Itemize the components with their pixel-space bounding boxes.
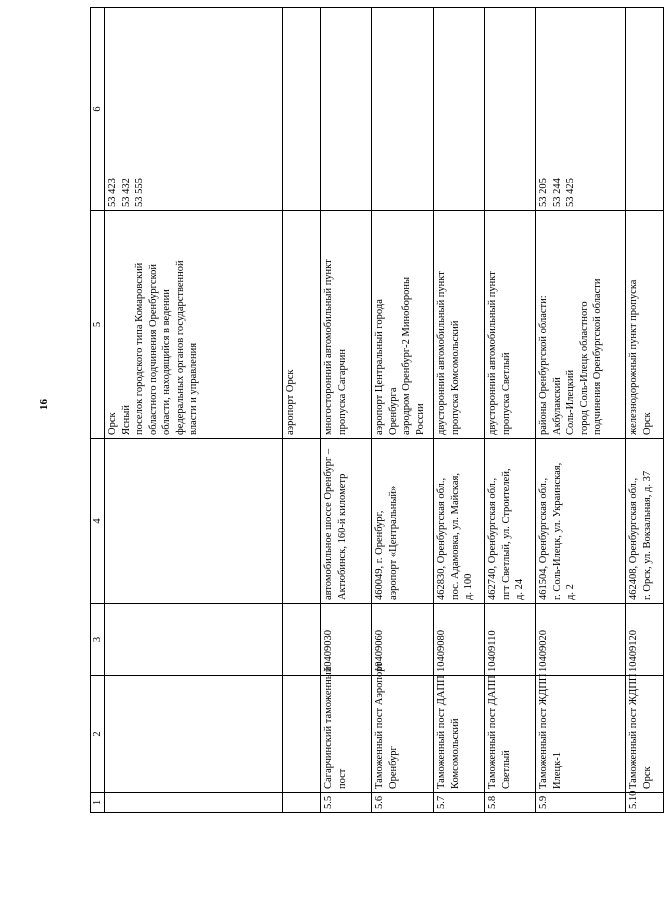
header-col-3: 3 (91, 604, 105, 676)
competence-area-cell-line: Акбулакский (551, 377, 563, 435)
header-col-4: 4 (91, 439, 105, 604)
post-name-cell-line: Комсомольский (449, 718, 461, 789)
competence-area-cell-line: федеральных органов государственной (174, 260, 186, 435)
address-cell-line: пгт Светлый, ул. Строителей, (500, 468, 512, 600)
row-number-cell (105, 793, 283, 813)
post-name-cell (321, 666, 372, 793)
competence-area-cell-line: многосторонний автомобильный пункт (323, 259, 335, 435)
post-code-cell: 10409080 (434, 604, 485, 676)
oktmo-code-cell (536, 8, 626, 211)
row-number-cell: 5.8 (485, 793, 536, 813)
competence-area-cell-line: Орск (641, 412, 653, 435)
header-row (91, 8, 105, 813)
competence-area-cell-line: Оренбурга (387, 387, 399, 435)
competence-area-cell-line: пропуска Комсомольский (449, 320, 461, 435)
competence-area-cell-line: пропуска Светлый (500, 352, 512, 435)
post-name-cell-line: Таможенный пост ДАПП (436, 675, 448, 789)
competence-area-cell-line: подчинения Оренбургской области (592, 278, 604, 435)
post-code-cell (105, 604, 283, 676)
address-cell-line: аэропорт «Центральный» (387, 485, 399, 600)
header-col-1: 1 (91, 793, 105, 813)
address-cell-line: Актюбинск, 160-й километр (336, 473, 348, 600)
oktmo-code-cell-line: 53 555 (134, 178, 146, 207)
oktmo-code-cell (434, 8, 485, 211)
address-cell (372, 439, 434, 604)
competence-area-cell-line: области, находящийся в ведении (161, 289, 173, 435)
row-number-cell: 5.10 (626, 793, 664, 813)
address-cell-line: 460049, г. Оренбург, (374, 510, 386, 600)
post-name-cell (536, 673, 626, 793)
post-name-cell-line: Илецк-1 (551, 752, 563, 789)
table-header (91, 8, 105, 813)
competence-area-cell-line: районы Оренбургской области: (538, 295, 550, 435)
post-code-cell: 10409120 (626, 604, 664, 676)
competence-area-cell (321, 211, 372, 439)
oktmo-code-cell (321, 8, 372, 211)
address-cell-line: д. 2 (565, 584, 577, 600)
competence-area-cell-line: пропуска Сагарчин (336, 348, 348, 435)
address-cell (105, 439, 283, 604)
competence-area-cell-line: аэропорт Центральный города (374, 299, 386, 435)
row-number-cell: 5.6 (372, 793, 434, 813)
post-code-cell: 10409020 (536, 604, 626, 676)
rotated-table-container (90, 8, 653, 813)
competence-area-cell (434, 211, 485, 439)
table-row (626, 8, 664, 813)
header-col-5: 5 (91, 211, 105, 439)
table-row (372, 8, 434, 813)
address-cell-line: д. 24 (514, 578, 526, 600)
competence-area-cell (485, 211, 536, 439)
post-code-cell (283, 604, 321, 676)
oktmo-code-cell (283, 8, 321, 211)
competence-area-cell (536, 211, 626, 439)
table-row (283, 8, 321, 813)
address-cell (485, 439, 536, 604)
table-row (434, 8, 485, 813)
competence-area-cell-line: город Соль-Илецк областного (578, 301, 590, 435)
post-name-cell-line: Таможенный пост ДАПП (487, 675, 499, 789)
header-col-6: 6 (91, 8, 105, 211)
row-number-cell (283, 793, 321, 813)
address-cell-line: 462740, Оренбургская обл., (487, 477, 499, 600)
header-col-2: 2 (91, 676, 105, 793)
post-name-cell-line: Светлый (500, 750, 512, 789)
address-cell-line: 461504, Оренбургская обл., (538, 477, 550, 600)
post-name-cell-line: Таможенный пост Аэропорт (374, 662, 386, 789)
post-name-cell-line: Таможенный пост ЖДПП (538, 673, 550, 789)
competence-area-cell (105, 211, 283, 439)
address-cell-line: г. Орск, ул. Вокзальная, д. 37 (641, 470, 653, 600)
competence-area-cell-line: железнодорожный пункт пропуска (628, 279, 640, 435)
oktmo-code-cell-line: 53 432 (120, 178, 132, 207)
table-row (321, 8, 372, 813)
competence-area-cell-line: России (414, 403, 426, 435)
row-number-cell: 5.5 (321, 793, 372, 813)
oktmo-code-cell-line: 53 425 (565, 178, 577, 207)
post-name-cell-line: Таможенный пост ЖДПП (628, 673, 640, 789)
competence-area-cell (283, 211, 321, 439)
address-cell-line: г. Соль-Илецк, ул. Украинская, (551, 462, 563, 600)
competence-area-cell-line: Соль-Илецкий (565, 369, 577, 435)
competence-area-cell-line: Ясный (120, 405, 132, 435)
oktmo-code-cell-line: 53 423 (107, 178, 119, 207)
competence-area-cell-line: аэродром Оренбург-2 Минобороны (401, 276, 413, 435)
post-name-cell (434, 676, 485, 793)
post-name-cell-line: пост (336, 768, 348, 789)
post-name-cell (105, 676, 283, 793)
table-row (105, 8, 283, 813)
competence-area-cell-line: поселок городского типа Комаровский (134, 262, 146, 435)
customs-posts-table (90, 7, 664, 813)
address-cell-line: 462408, Оренбургская обл., (628, 477, 640, 600)
competence-area-cell-line: двусторонний автомобильный пункт (487, 271, 499, 435)
oktmo-code-cell (626, 8, 664, 211)
competence-area-cell-line: областного подчинения Оренбургской (147, 263, 159, 435)
address-cell-line: 462830, Оренбургская обл., (436, 477, 448, 600)
row-number-cell: 5.7 (434, 793, 485, 813)
oktmo-code-cell (372, 8, 434, 211)
competence-area-cell (626, 211, 664, 439)
table-row (536, 8, 626, 813)
table-row (485, 8, 536, 813)
competence-area-cell-line: двусторонний автомобильный пункт (436, 271, 448, 435)
address-cell-line: автомобильное шоссе Оренбург – (323, 448, 335, 600)
post-code-cell: 10409060 (372, 604, 434, 676)
oktmo-code-cell-line: 53 205 (538, 178, 550, 207)
oktmo-code-cell-line: 53 244 (551, 178, 563, 207)
post-code-cell: 10409110 (485, 604, 536, 676)
competence-area-cell-line: аэропорт Орск (285, 369, 297, 435)
address-cell (434, 439, 485, 604)
post-name-cell-line: Орск (641, 766, 653, 789)
address-cell-line: д. 100 (463, 573, 475, 600)
oktmo-code-cell (485, 8, 536, 211)
table-body (105, 8, 664, 813)
post-name-cell-line: Сагарчинский таможенный (323, 666, 335, 789)
post-name-cell (485, 676, 536, 793)
post-name-cell (372, 662, 434, 793)
page-number: 16 (38, 399, 50, 410)
competence-area-cell-line: Орск (107, 412, 119, 435)
address-cell (626, 439, 664, 604)
oktmo-code-cell (105, 8, 283, 211)
competence-area-cell (372, 211, 434, 439)
post-code-cell: 10409030 (321, 604, 372, 676)
post-name-cell (626, 673, 664, 793)
post-name-cell (283, 676, 321, 793)
post-name-cell-line: Оренбург (387, 746, 399, 789)
address-cell (536, 439, 626, 604)
address-cell-line: пос. Адамовка, ул. Майская, (449, 473, 461, 600)
competence-area-cell-line: власти и управления (188, 342, 200, 435)
row-number-cell: 5.9 (536, 793, 626, 813)
address-cell (321, 439, 372, 604)
address-cell (283, 439, 321, 604)
